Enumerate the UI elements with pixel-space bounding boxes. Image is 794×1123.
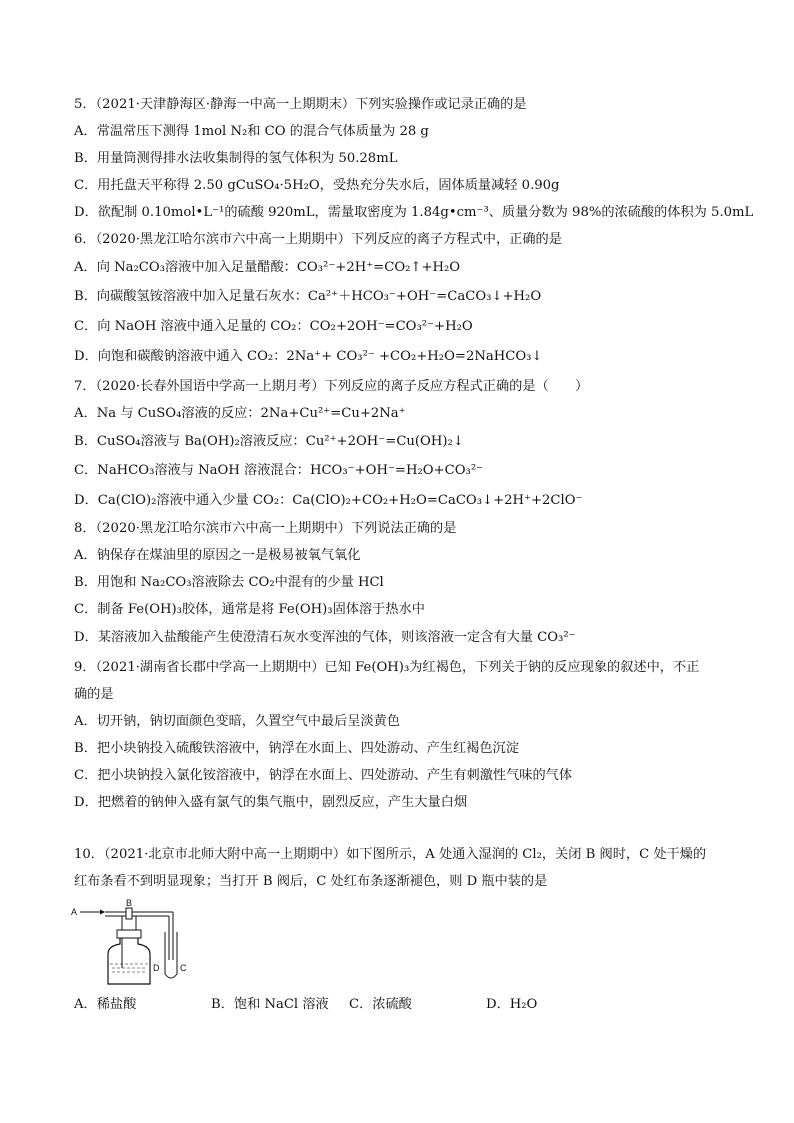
diagram-label-b: B <box>126 898 133 908</box>
inlet-arrow-head <box>100 910 105 915</box>
question-10-option-b: B．饱和 NaCl 溶液 <box>211 997 329 1012</box>
question-7-stem: 7．（2020·长春外国语中学高一上期月考）下列反应的离子反应方程式正确的是（ ） <box>74 379 589 394</box>
question-8-option-c: C．制备 Fe(OH)₃胶体，通常是将 Fe(OH)₃固体溶于热水中 <box>74 602 425 617</box>
question-9-option-c: C．把小块钠投入氯化铵溶液中，钠浮在水面上、四处游动、产生有刺激性气味的气体 <box>74 768 573 783</box>
question-9-option-d: D．把燃着的钠伸入盛有氯气的集气瓶中，剧烈反应，产生大量白烟 <box>74 795 468 810</box>
question-8-option-a: A．钠保存在煤油里的原因之一是极易被氧气氧化 <box>74 548 361 563</box>
question-5-option-b: B．用量筒测得排水法收集制得的氢气体积为 50.28mL <box>74 151 398 166</box>
question-5-option-a: A．常温常压下测得 1mol N₂和 CO 的混合气体质量为 28 g <box>74 124 429 139</box>
question-9-stem-line-1: 9．（2021·湖南省长郡中学高一上期期中）已知 Fe(OH)₃为红褐色，下列关于钠的反应现象的叙述中，不正 <box>74 660 700 675</box>
question-6-stem: 6．（2020·黑龙江哈尔滨市六中高一上期期中）下列反应的离子方程式中，正确的是 <box>74 232 562 247</box>
question-9-option-b: B．把小块钠投入硫酸铁溶液中，钠浮在水面上、四处游动、产生红褐色沉淀 <box>74 741 519 756</box>
question-5-option-c: C．用托盘天平称得 2.50 gCuSO₄·5H₂O，受热充分失水后，固体质量减轻 0.90g <box>74 178 560 193</box>
diagram-label-d: D <box>153 963 160 973</box>
valve-b <box>126 908 132 919</box>
question-6-option-b: B．向碳酸氢铵溶液中加入足量石灰水：Ca²⁺＋HCO₃⁻+OH⁻=CaCO₃↓+H₂O <box>74 289 542 304</box>
gas-bottle-d <box>108 938 150 984</box>
question-9-stem-line-2: 确的是 <box>74 687 114 702</box>
question-10-option-c: C．浓硫酸 <box>349 997 412 1012</box>
bottle-stopper <box>117 930 141 938</box>
question-9-option-a: A．切开钠，钠切面颜色变暗，久置空气中最后呈淡黄色 <box>74 714 401 729</box>
test-tube-c <box>165 932 177 978</box>
question-10-stem-line-1: 10．（2021·北京市北师大附中高一上期期中）如下图所示，A 处通入湿润的 Cl₂，关闭 B 阀时，C 处干燥的 <box>74 847 707 862</box>
diagram-label-c: C <box>180 963 187 973</box>
question-8-stem: 8．（2020·黑龙江哈尔滨市六中高一上期期中）下列说法正确的是 <box>74 521 457 536</box>
question-7-option-d: D．Ca(ClO)₂溶液中通入少量 CO₂：Ca(ClO)₂+CO₂+H₂O=CaCO₃↓+2H⁺+2ClO⁻ <box>74 493 583 508</box>
question-7-option-a: A．Na 与 CuSO₄溶液的反应：2Na+Cu²⁺=Cu+2Na⁺ <box>74 406 406 421</box>
question-5-stem: 5．（2021·天津静海区·静海一中高一上期期末）下列实验操作或记录正确的是 <box>74 97 527 112</box>
question-10-option-d: D．H₂O <box>486 997 538 1012</box>
question-6-option-a: A．向 Na₂CO₃溶液中加入足量醋酸：CO₃²⁻+2H⁺=CO₂↑+H₂O <box>74 260 461 275</box>
question-7-option-c: C．NaHCO₃溶液与 NaOH 溶液混合：HCO₃⁻+OH⁻=H₂O+CO₃²⁻ <box>74 463 484 478</box>
gas-bottle-apparatus-diagram <box>70 898 190 990</box>
question-10-option-a: A．稀盐酸 <box>74 997 137 1012</box>
question-8-option-b: B．用饱和 Na₂CO₃溶液除去 CO₂中混有的少量 HCl <box>74 575 384 590</box>
question-6-option-d: D．向饱和碳酸钠溶液中通入 CO₂：2Na⁺+ CO₃²⁻ +CO₂+H₂O=2NaHCO₃↓ <box>74 349 543 364</box>
question-6-option-c: C．向 NaOH 溶液中通入足量的 CO₂：CO₂+2OH⁻=CO₃²⁻+H₂O <box>74 319 473 334</box>
question-10-stem-line-2: 红布条看不到明显现象；当打开 B 阀后，C 处红布条逐渐褪色，则 D 瓶中装的是 <box>74 874 548 889</box>
question-5-option-d: D．欲配制 0.10mol•L⁻¹的硫酸 920mL，需量取密度为 1.84g•cm⁻³、质量分数为 98%的浓硫酸的体积为 5.0mL <box>74 205 754 220</box>
question-8-option-d: D．某溶液加入盐酸能产生使澄清石灰水变浑浊的气体，则该溶液一定含有大量 CO₃²⁻ <box>74 630 576 645</box>
diagram-label-a: A <box>71 907 78 917</box>
question-7-option-b: B．CuSO₄溶液与 Ba(OH)₂溶液反应：Cu²⁺+2OH⁻=Cu(OH)₂↓ <box>74 434 464 449</box>
